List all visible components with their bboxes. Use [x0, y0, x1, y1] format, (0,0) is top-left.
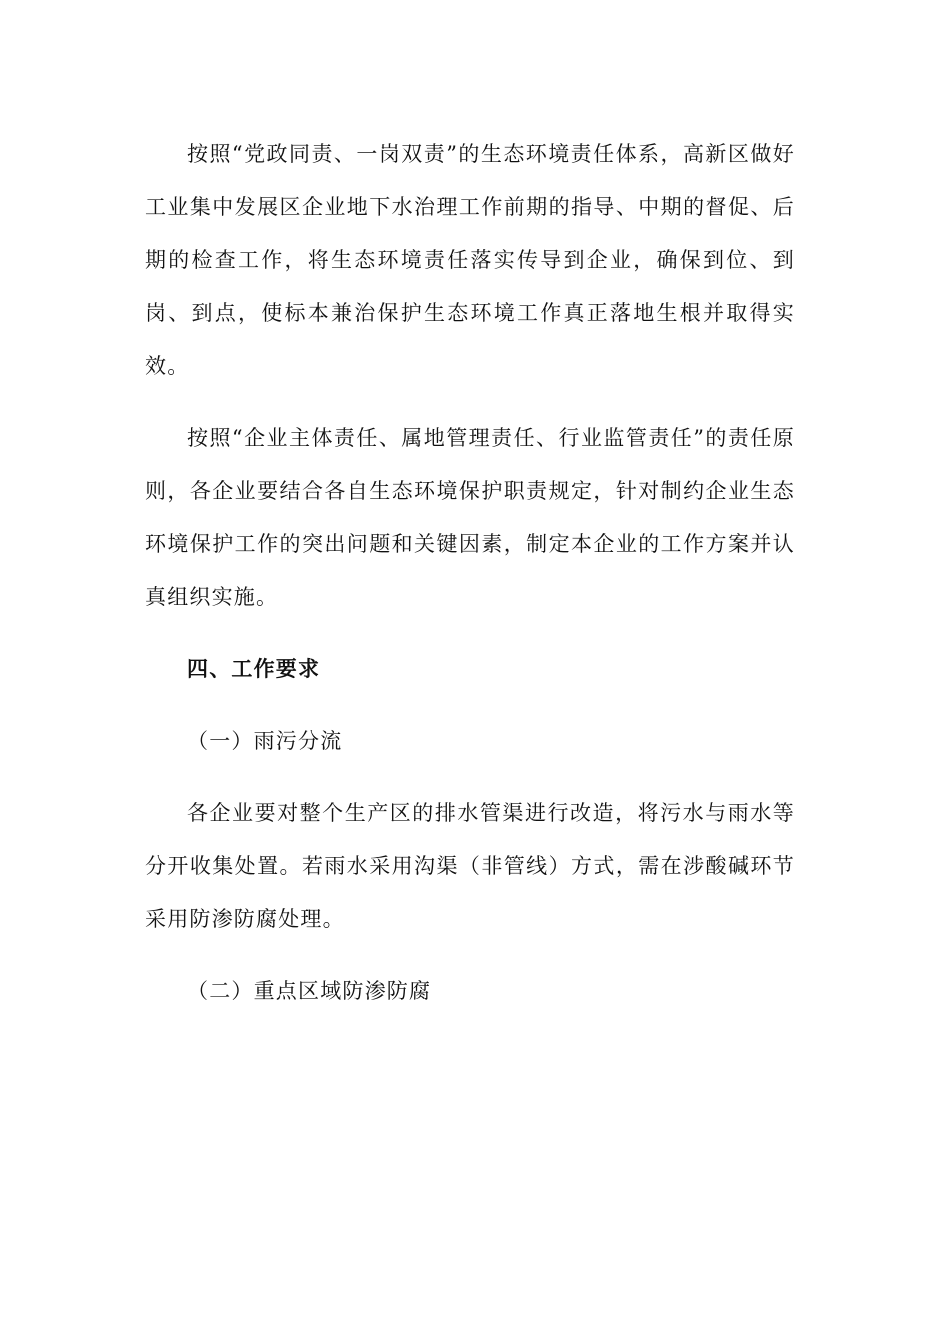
paragraph-drainage-renovation: 各企业要对整个生产区的排水管渠进行改造，将污水与雨水等分开收集处置。若雨水采用沟渠（非管线）方式，需在涉酸碱环节采用防渗防腐处理。 — [145, 801, 795, 931]
paragraph-responsibility-system: 按照“党政同责、一岗双责”的生态环境责任体系，高新区做好工业集中发展区企业地下水治理工作前期的指导、中期的督促、后期的检查工作，将生态环境责任落实传导到企业，确保到位、到岗、到点，使标本兼治保护生态环境工作真正落地生根并取得实效。 — [145, 142, 795, 378]
document-page — [145, 128, 795, 1018]
section-heading-work-requirements: 四、工作要求 — [187, 657, 321, 681]
subsection-heading-key-area-protection: （二）重点区域防渗防腐 — [187, 979, 432, 1003]
subsection-heading-rain-sewage: （一）雨污分流 — [187, 729, 343, 753]
paragraph-responsibility-principle: 按照“企业主体责任、属地管理责任、行业监管责任”的责任原则，各企业要结合各自生态环境保护职责规定，针对制约企业生态环境保护工作的突出问题和关键因素，制定本企业的工作方案并认真组织实施。 — [145, 426, 795, 609]
